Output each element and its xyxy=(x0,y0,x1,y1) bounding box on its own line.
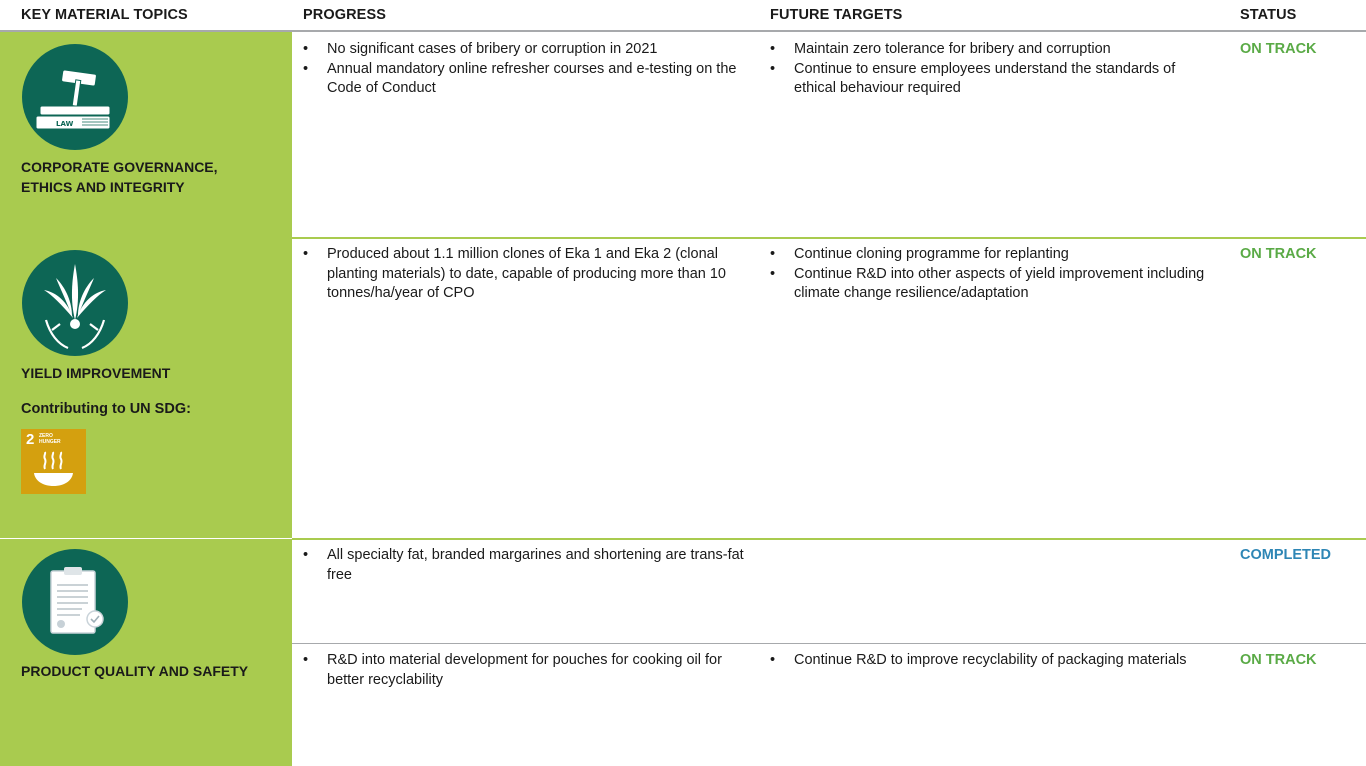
svg-text:LAW: LAW xyxy=(56,120,74,128)
topic-label: PRODUCT QUALITY AND SAFETY xyxy=(21,663,249,679)
plant-hands-icon xyxy=(22,250,128,356)
table-header xyxy=(0,0,1366,32)
status-badge: COMPLETED xyxy=(1240,547,1332,563)
targets-list xyxy=(767,40,1217,99)
row-divider xyxy=(292,538,1366,540)
sdg-number: 2 xyxy=(26,431,35,448)
targets-list xyxy=(767,651,1207,671)
list-item: • Produced about 1.1 million clones of Eka 1 and Eka 2 (clonal planting materials) to date, capable of producing more than 10 tonnes/ha/year of CPO xyxy=(300,245,750,304)
topic-cell-quality xyxy=(0,539,292,766)
list-item: • R&D into material development for pouches for cooking oil for better recyclability xyxy=(300,651,750,690)
header-status: STATUS xyxy=(1240,7,1297,23)
law-gavel-book-icon xyxy=(22,44,128,150)
list-item: • No significant cases of bribery or corruption in 2021 xyxy=(300,40,750,60)
list-item: • Continue cloning programme for replanting xyxy=(767,245,1207,265)
progress-list xyxy=(300,245,750,304)
sdg-title: ZERO HUNGER xyxy=(39,433,61,445)
sub-row-divider xyxy=(292,643,1366,644)
clipboard-check-icon xyxy=(22,549,128,655)
sdg-2-zero-hunger-badge xyxy=(21,429,86,494)
header-key-material-topics: KEY MATERIAL TOPICS xyxy=(21,7,188,23)
header-future-targets: FUTURE TARGETS xyxy=(770,7,903,23)
list-item: • Continue R&D into other aspects of yield improvement including climate change resilience/adaptation xyxy=(767,265,1207,304)
status-badge: ON TRACK xyxy=(1240,41,1317,57)
progress-list xyxy=(300,546,750,585)
list-item: • Maintain zero tolerance for bribery and corruption xyxy=(767,40,1217,60)
header-progress: PROGRESS xyxy=(303,7,386,23)
bowl-icon xyxy=(21,429,86,494)
topic-cell-yield xyxy=(0,238,292,538)
progress-list xyxy=(300,40,750,99)
list-item: • Continue to ensure employees understand the standards of ethical behaviour required xyxy=(767,60,1217,99)
list-item: • Continue R&D to improve recyclability of packaging materials xyxy=(767,651,1207,671)
status-badge: ON TRACK xyxy=(1240,246,1317,262)
list-item: • All specialty fat, branded margarines and shortening are trans-fat free xyxy=(300,546,750,585)
progress-list xyxy=(300,651,750,690)
targets-list xyxy=(767,245,1207,304)
topic-label: YIELD IMPROVEMENT xyxy=(21,365,171,381)
status-badge: ON TRACK xyxy=(1240,652,1317,668)
topic-cell-governance xyxy=(0,32,292,238)
list-item: • Annual mandatory online refresher courses and e-testing on the Code of Conduct xyxy=(300,60,750,99)
row-divider xyxy=(292,237,1366,239)
sdg-label: Contributing to UN SDG: xyxy=(21,401,191,417)
topic-label: CORPORATE GOVERNANCE, ETHICS AND INTEGRITY xyxy=(21,159,218,195)
